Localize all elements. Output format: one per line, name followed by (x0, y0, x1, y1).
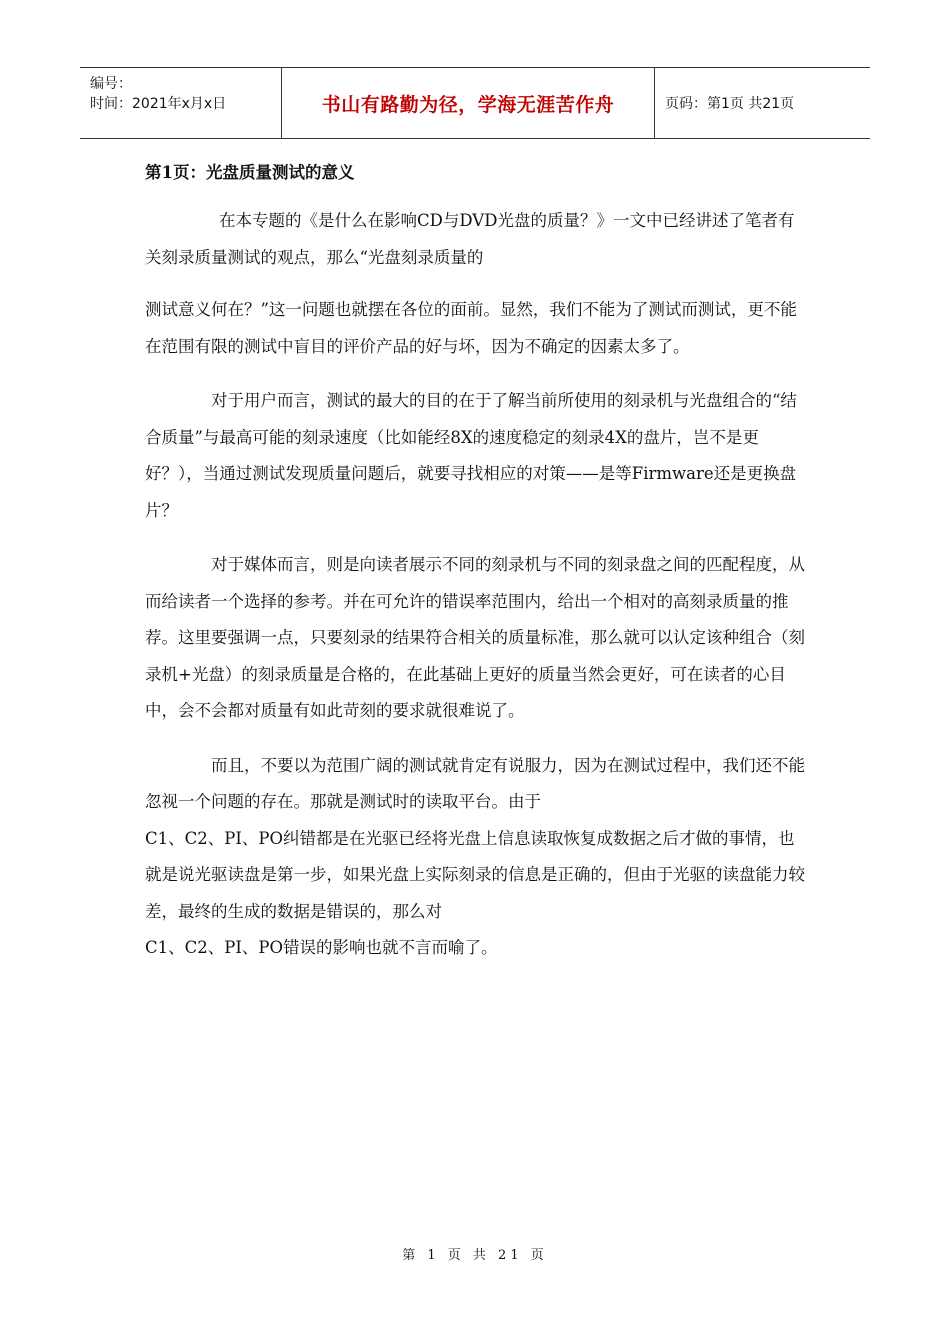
section-title: 第1页：光盘质量测试的意义 (145, 163, 355, 182)
paragraph-4c: C1、C2、PI、PO错误的影响也就不言而喻了。 (145, 938, 498, 957)
serial-label: 编号： (90, 76, 132, 92)
paragraph-2: 对于用户而言，测试的最大的目的在于了解当前所使用的刻录机与光盘组合的“结合质量”与最高可能的刻录速度（比如能经8X的速度稳定的刻录4X的盘片，岂不是更好？），当通过测试发现质量问题后，就要寻找相应的对策——是等Firmware还是更换盘片？ (145, 391, 797, 520)
page-footer: 第 1 页 共 21 页 (402, 1248, 548, 1263)
header-page-number: 页码：第1页 共21页 (665, 96, 795, 112)
paragraph-4b: C1、C2、PI、PO纠错都是在光驱已经将光盘上信息读取恢复成数据之后才做的事情，也就是说光驱读盘是第一步，如果光盘上实际刻录的信息是正确的，但由于光驱的读盘能力较差，最终的生成的数据是错误的，那么对 (145, 828, 805, 921)
document-body (145, 155, 810, 967)
paragraph-3: 对于媒体而言，则是向读者展示不同的刻录机与不同的刻录盘之间的匹配程度，从而给读者一个选择的参考。并在可允许的错误率范围内，给出一个相对的高刻录质量的推荐。这里要强调一点，只要刻录的结果符合相关的质量标准，那么就可以认定该种组合（刻录机+光盘）的刻录质量是合格的，在此基础上更好的质量当然会更好，可在读者的心目中，会不会都对质量有如此苛刻的要求就很难说了。 (145, 555, 805, 720)
header-motto: 书山有路勤为径，学海无涯苦作舟 (282, 68, 655, 138)
paragraph-4a: 而且，不要以为范围广阔的测试就肯定有说服力，因为在测试过程中，我们还不能忽视一个问题的存在。那就是测试时的读取平台。由于 (145, 755, 805, 811)
paragraph-1a: 在本专题的《是什么在影响CD与DVD光盘的质量？》一文中已经讲述了笔者有关刻录质量测试的观点，那么“光盘刻录质量的 (145, 211, 795, 267)
header-meta (80, 68, 282, 138)
paragraph-1b: 测试意义何在？”这一问题也就摆在各位的面前。显然，我们不能为了测试而测试，更不能在范围有限的测试中盲目的评价产品的好与坏，因为不确定的因素太多了。 (145, 300, 797, 356)
date-label: 时间：2021年x月x日 (90, 96, 227, 112)
page-header (80, 67, 870, 139)
